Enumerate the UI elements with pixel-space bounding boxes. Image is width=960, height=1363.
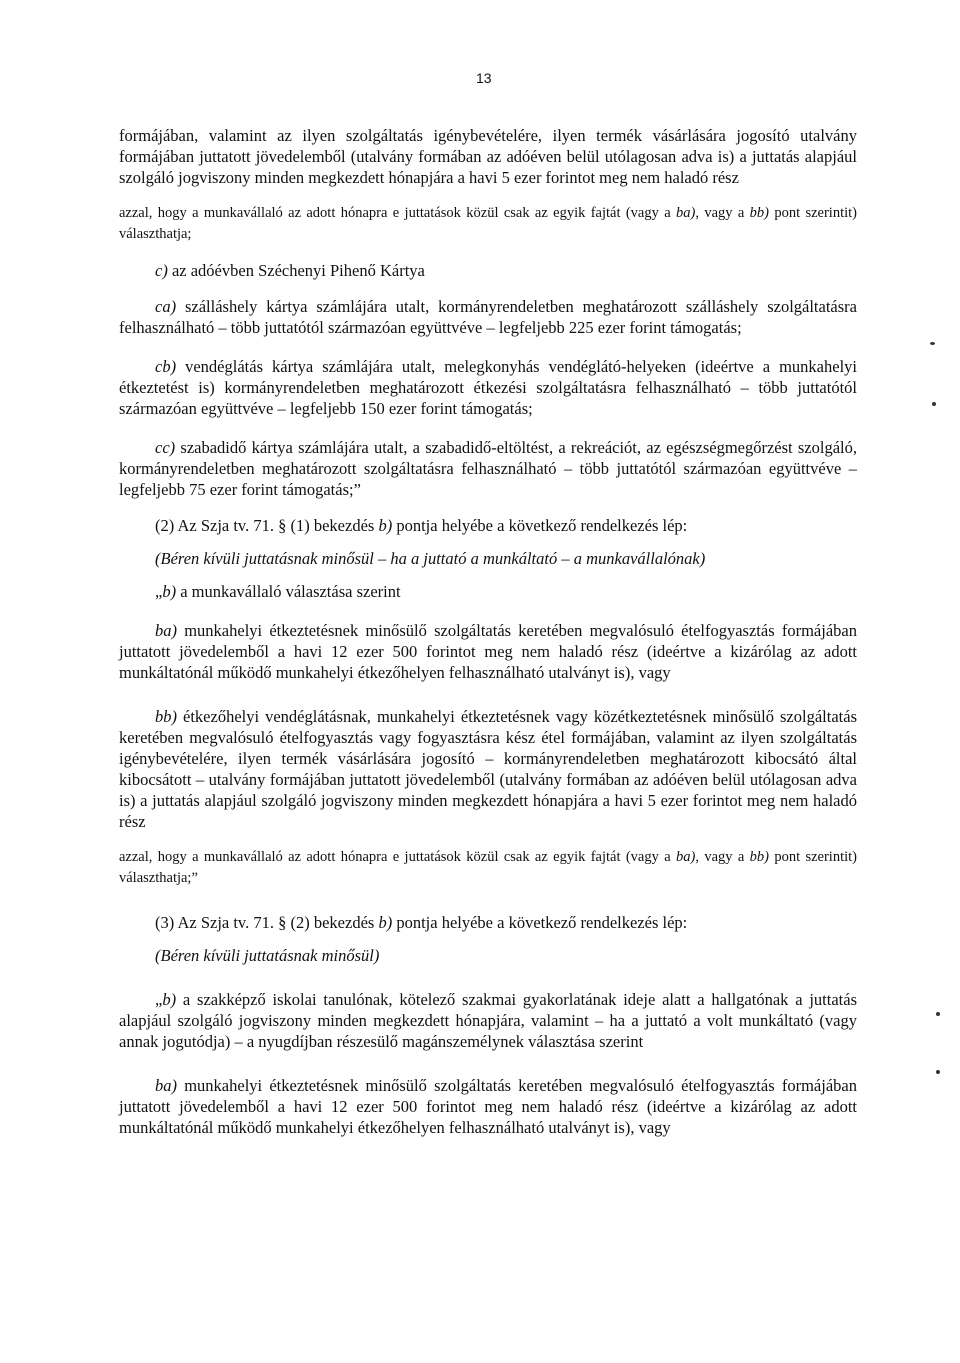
paragraph <box>119 437 857 500</box>
text-run: pont szerintit) választhatja; <box>119 205 857 242</box>
text-run: „ <box>155 582 163 601</box>
paragraph <box>119 847 857 889</box>
text-run: pontja helyébe a következő rendelkezés lép: <box>392 913 688 932</box>
italic-run: b) <box>378 913 393 932</box>
italic-run: cc) <box>155 438 176 457</box>
paragraph <box>119 296 857 338</box>
paragraph <box>119 548 857 569</box>
italic-run: c) <box>155 261 168 280</box>
italic-run: bb) <box>155 707 177 726</box>
text-run: , vagy a <box>695 849 750 865</box>
paragraph <box>119 515 857 536</box>
text-run: „ <box>155 990 163 1009</box>
italic-run: bb) <box>749 849 769 865</box>
scan-speck-mark <box>930 342 935 345</box>
text-run: étkezőhelyi vendéglátásnak, munkahelyi étkeztetésnek vagy közétkeztetésnek minősülő szolgáltatás keretében megvalósuló ételfogyasztás vagy fogyasztásra kész étel formájában, valamint az ilyen szolgáltatás igénybevételére, ilyen termék vásárlására jogosító – kormányrendeletben meghatározott kibocsátó által kibocsátott – utalvány formájában juttatott jövedelemből (utalvány formában az adóéven belül utólagosan adva is) a juttatás alapjául szolgáló jogviszony minden megkezdett hónapjára a havi 5 ezer forintot meg nem haladó rész <box>119 707 857 831</box>
paragraph <box>119 912 857 933</box>
text-run: a munkavállaló választása szerint <box>176 582 401 601</box>
paragraph <box>119 125 857 188</box>
text-run: vendéglátás kártya számlájára utalt, melegkonyhás vendéglátó-helyeken (ideértve a munkahelyi étkeztetést is) kormányrendeletben meghatározott étkezési szolgáltatásra felhasználható – több juttatótól származóan együttvéve – legfeljebb 150 ezer forint támogatás; <box>119 357 857 418</box>
text-run: az adóévben Széchenyi Pihenő Kártya <box>167 261 425 280</box>
text-run: szálláshely kártya számlájára utalt, kormányrendeletben meghatározott szálláshely szolgáltatásra felhasználható – több juttatótól származóan együttvéve – legfeljebb 225 ezer forint támogatás; <box>119 297 857 337</box>
text-run: pontja helyébe a következő rendelkezés lép: <box>392 516 688 535</box>
paragraph <box>119 260 857 281</box>
text-run: szabadidő kártya számlájára utalt, a szabadidő-eltöltést, a rekreációt, az egészségmegőrzést szolgáló, kormányrendeletben meghatározott szolgáltatásra felhasználható – több juttatótól származóan együttvéve – legfeljebb 75 ezer forint támogatás;” <box>119 438 857 499</box>
paragraph <box>119 203 857 245</box>
italic-run: ba) <box>155 621 177 640</box>
italic-run: cb) <box>155 357 177 376</box>
scan-speck-mark <box>936 1012 940 1016</box>
italic-run: bb) <box>749 205 769 221</box>
paragraph <box>119 706 857 832</box>
scan-speck-mark <box>936 1070 940 1074</box>
document-body <box>119 125 857 1138</box>
paragraph <box>119 1075 857 1138</box>
paragraph <box>119 356 857 419</box>
text-run: , vagy a <box>695 205 750 221</box>
italic-run: ba) <box>676 849 696 865</box>
paragraph <box>119 620 857 683</box>
italic-run: (Béren kívüli juttatásnak minősül) <box>155 946 380 965</box>
paragraph <box>119 945 857 966</box>
paragraph <box>119 989 857 1052</box>
scan-speck-mark <box>932 402 936 406</box>
text-run: azzal, hogy a munkavállaló az adott hónapra e juttatások közül csak az egyik fajtát (vagy a <box>119 849 676 865</box>
text-run: a szakképző iskolai tanulónak, kötelező szakmai gyakorlatának ideje alatt a hallgatónak a juttatás alapjául szolgáló jogviszony minden megkezdett hónapjára, valamint – ha a juttató a volt munkáltató (vagy annak jogutódja) – a nyugdíjban részesülő magánszemélynek választása szerint <box>119 990 857 1051</box>
text-run: (2) Az Szja tv. 71. § (1) bekezdés <box>155 516 379 535</box>
italic-run: (Béren kívüli juttatásnak minősül – ha a juttató a munkáltató – a munkavállalónak) <box>155 549 706 568</box>
text-run: (3) Az Szja tv. 71. § (2) bekezdés <box>155 913 379 932</box>
italic-run: ba) <box>155 1076 177 1095</box>
text-run: formájában, valamint az ilyen szolgáltatás igénybevételére, ilyen termék vásárlására jogosító utalvány formájában juttatott jövedelemből (utalvány formában az adóéven belül utólagosan adva is) a juttatás alapjául szolgáló jogviszony minden megkezdett hónapjára a havi 5 ezer forintot meg nem haladó rész <box>119 126 857 187</box>
italic-run: ca) <box>155 297 177 316</box>
text-run: munkahelyi étkeztetésnek minősülő szolgáltatás keretében megvalósuló ételfogyasztás formájában juttatott jövedelemből a havi 12 ezer 500 forintot meg nem haladó rész (ideértve a kizárólag az adott munkáltatónál működő munkahelyi étkezőhelyen felhasználható utalványt is), vagy <box>119 621 857 682</box>
text-run: pont szerintit) választhatja;” <box>119 849 857 886</box>
text-run: azzal, hogy a munkavállaló az adott hónapra e juttatások közül csak az egyik fajtát (vagy a <box>119 205 676 221</box>
italic-run: ba) <box>676 205 696 221</box>
paragraph <box>119 581 857 602</box>
text-run: munkahelyi étkeztetésnek minősülő szolgáltatás keretében megvalósuló ételfogyasztás formájában juttatott jövedelemből a havi 12 ezer 500 forintot meg nem haladó rész (ideértve a kizárólag az adott munkáltatónál működő munkahelyi étkezőhelyen felhasználható utalványt is), vagy <box>119 1076 857 1137</box>
italic-run: b) <box>162 582 177 601</box>
italic-run: b) <box>378 516 393 535</box>
italic-run: b) <box>162 990 177 1009</box>
page-number: 13 <box>476 70 492 86</box>
